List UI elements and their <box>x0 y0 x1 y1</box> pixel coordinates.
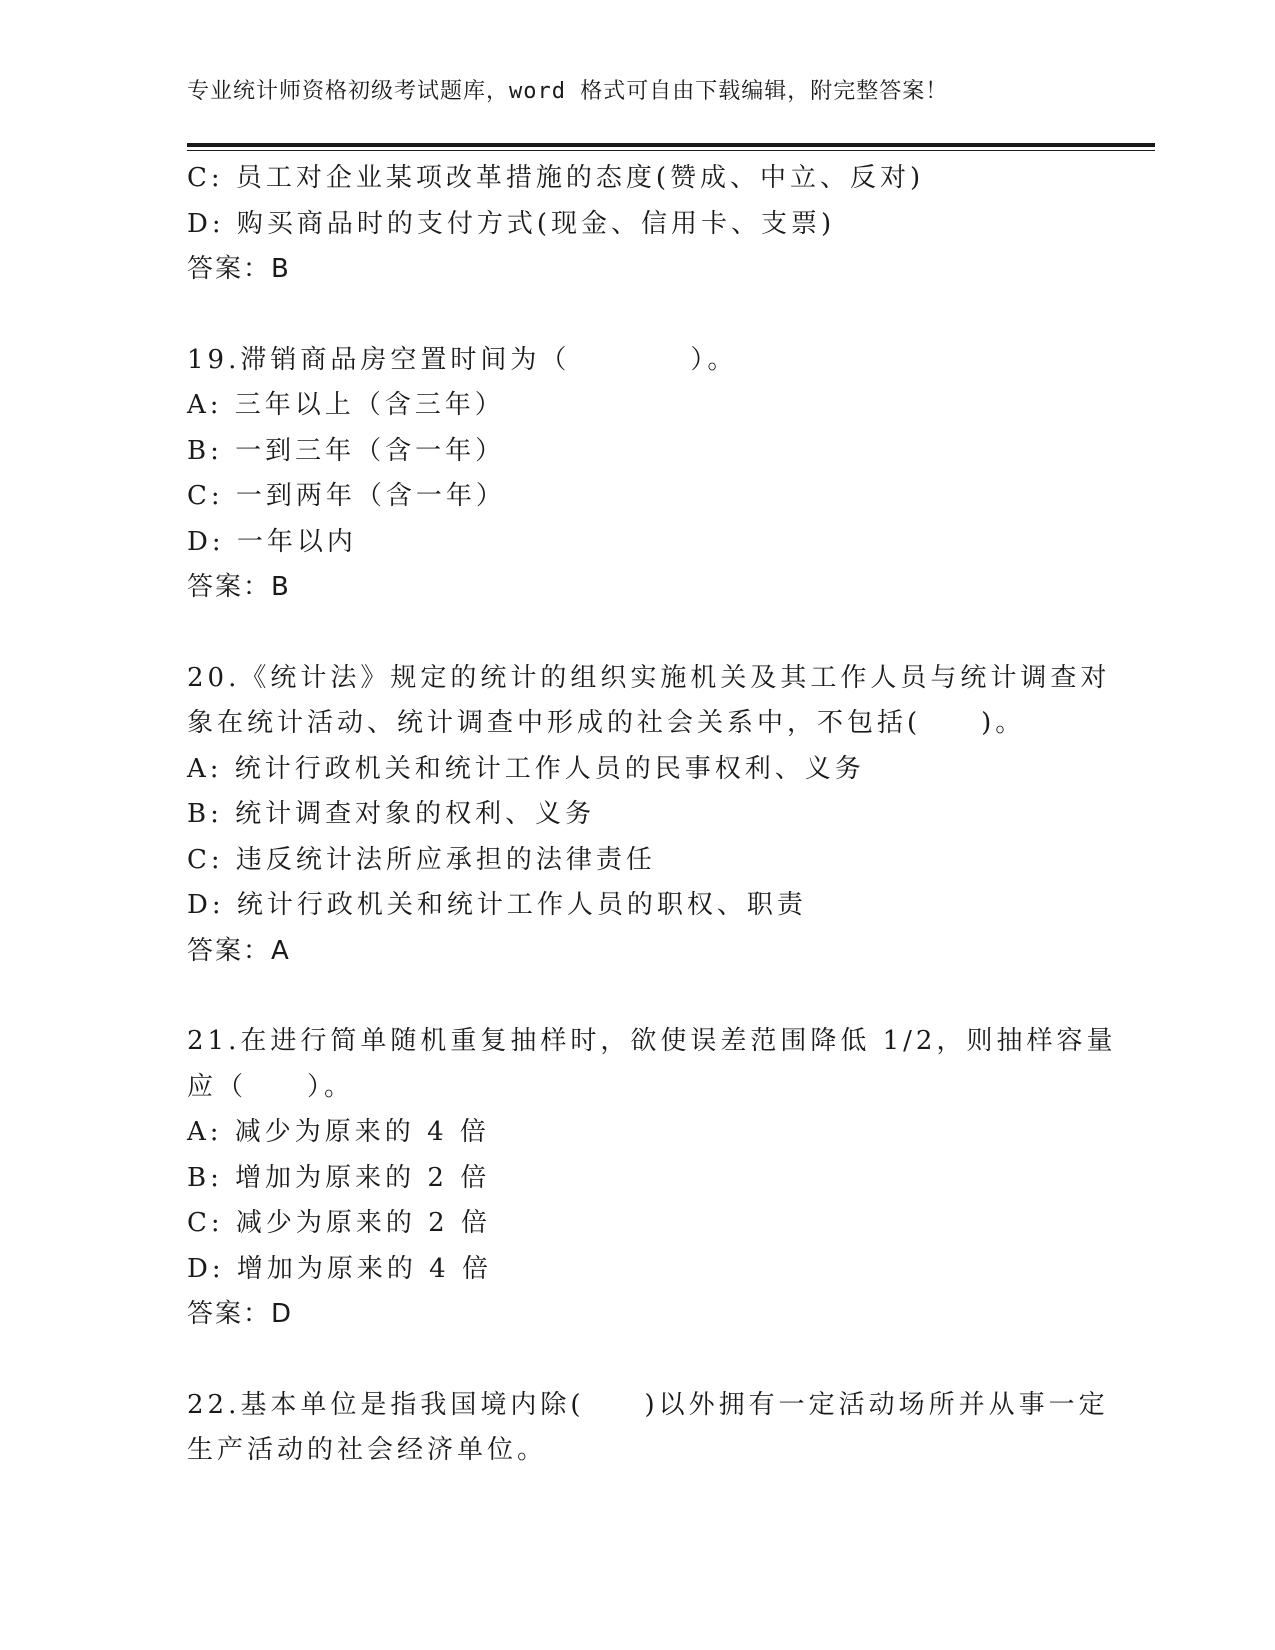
option-b: B: 统计调查对象的权利、义务 <box>187 799 596 829</box>
question-20 <box>187 656 1111 975</box>
option-b: B: 增加为原来的 2 倍 <box>187 1162 491 1193</box>
question-stem: 22.基本单位是指我国境内除( )以外拥有一定活动场所并从事一定 <box>187 1389 1109 1420</box>
spacer <box>187 611 1087 656</box>
option-d: D: 增加为原来的 4 倍 <box>187 1253 492 1284</box>
page-header: 专业统计师资格初级考试题库，word 格式可自由下载编辑，附完整答案！ <box>187 79 949 104</box>
option-a: A: 统计行政机关和统计工作人员的民事权利、义务 <box>187 753 865 784</box>
option-c: C: 减少为原来的 2 倍 <box>187 1208 491 1238</box>
option-d: D: 一年以内 <box>187 526 357 557</box>
question-22 <box>187 1383 1109 1474</box>
question-stem-cont: 应（ ）。 <box>187 1071 355 1102</box>
question-stem-cont: 象在统计活动、统计调查中形成的社会关系中，不包括( )。 <box>187 708 1026 738</box>
question-stem: 19.滞销商品房空置时间为（ ）。 <box>187 344 738 375</box>
option-d: D: 统计行政机关和统计工作人员的职权、职责 <box>187 890 807 920</box>
question-stem: 21.在进行简单随机重复抽样时，欲使误差范围降低 1/2，则抽样容量 <box>187 1026 1117 1056</box>
option-c: C: 违反统计法所应承担的法律责任 <box>187 844 656 875</box>
header-rule-thin <box>187 150 1155 151</box>
spacer <box>187 293 1087 338</box>
answer-line: 答案：B <box>187 572 291 602</box>
option-d: D: 购买商品时的支付方式(现金、信用卡、支票) <box>187 208 836 239</box>
option-a: A: 三年以上（含三年） <box>187 390 505 420</box>
option-b: B: 一到三年（含一年） <box>187 435 506 466</box>
option-c: C: 员工对企业某项改革措施的态度(赞成、中立、反对) <box>187 163 925 193</box>
question-content <box>187 156 1117 1474</box>
question-19 <box>187 338 1087 611</box>
option-c: C: 一到两年（含一年） <box>187 481 506 511</box>
header-rule-thick <box>187 143 1155 147</box>
option-a: A: 减少为原来的 4 倍 <box>187 1117 490 1147</box>
answer-line: 答案：A <box>187 935 291 966</box>
question-stem-cont: 生产活动的社会经济单位。 <box>187 1435 548 1465</box>
answer-line: 答案：D <box>187 1299 294 1329</box>
spacer <box>187 974 1087 1019</box>
question-stem: 20.《统计法》规定的统计的组织实施机关及其工作人员与统计调查对 <box>187 662 1111 693</box>
spacer <box>187 1338 1087 1383</box>
answer-line: 答案：B <box>187 254 291 284</box>
question-21 <box>187 1019 1117 1338</box>
question-18-tail <box>187 156 1087 293</box>
